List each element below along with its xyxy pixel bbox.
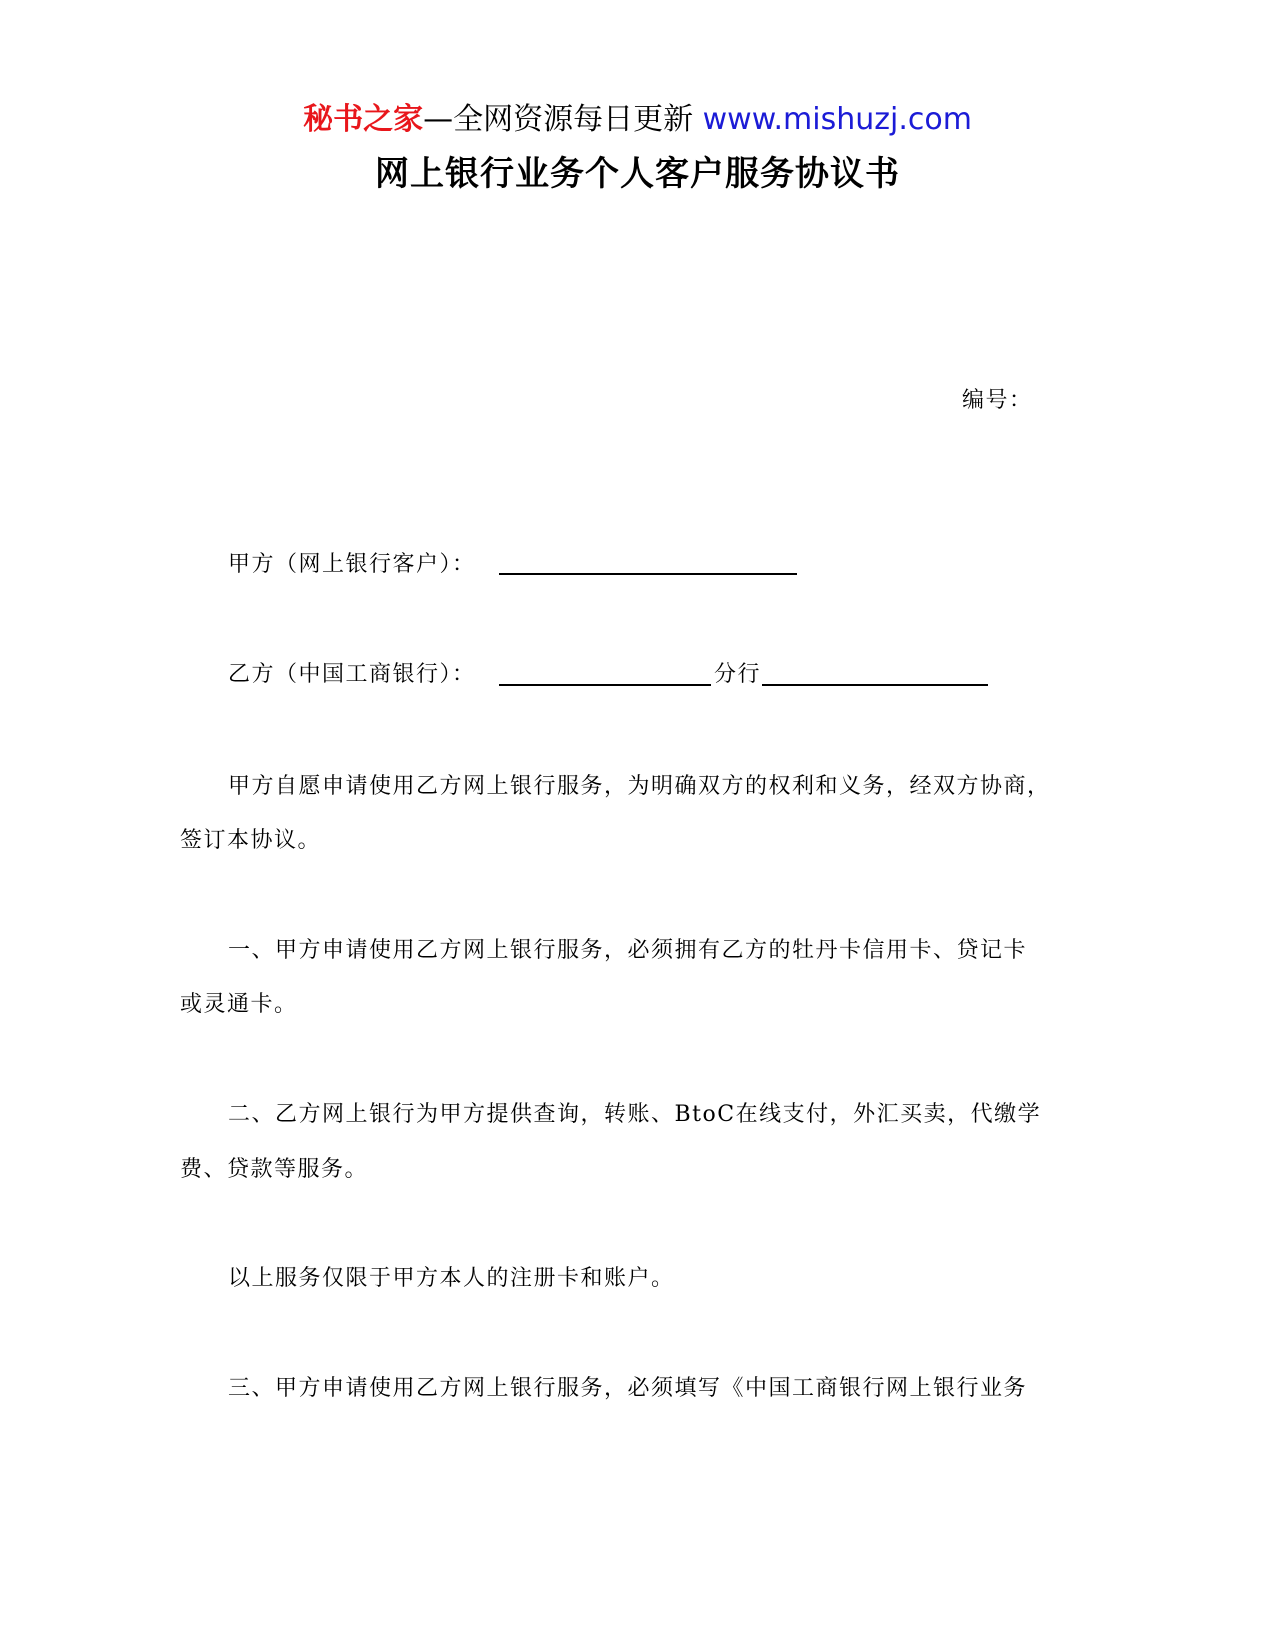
document-title: 网上银行业务个人客户服务协议书 [375,154,900,194]
party-b-label: 乙方（中国工商银行）： [228,662,476,687]
party-b-bank-blank[interactable] [499,684,711,686]
site-banner [0,100,1275,140]
site-url-link[interactable]: www.mishuzj.com [702,102,972,137]
party-b-branch-blank[interactable] [762,684,988,686]
intro-paragraph-line1: 甲方自愿申请使用乙方网上银行服务，为明确双方的权利和义务，经双方协商， [228,774,1051,799]
party-a-blank[interactable] [499,573,797,575]
clause-2-line2: 费、贷款等服务。 [180,1157,369,1182]
banner-tagline: —全网资源每日更新 [423,102,703,137]
clause-2-note: 以上服务仅限于甲方本人的注册卡和账户。 [228,1266,675,1291]
clause-1-line2: 或灵通卡。 [180,992,298,1017]
intro-paragraph-line2: 签订本协议。 [180,828,322,853]
branch-label: 分行 [714,662,762,687]
clause-3-line1: 三、甲方申请使用乙方网上银行服务，必须填写《中国工商银行网上银行业务 [228,1376,1028,1401]
clause-1-line1: 一、甲方申请使用乙方网上银行服务，必须拥有乙方的牡丹卡信用卡、贷记卡 [228,938,1028,963]
brand-name: 秘书之家 [303,102,424,137]
serial-number-label: 编号： [962,388,1033,413]
party-a-label: 甲方（网上银行客户）： [228,552,476,577]
clause-2-line1: 二、乙方网上银行为甲方提供查询，转账、BtoC在线支付，外汇买卖，代缴学 [228,1102,1042,1127]
